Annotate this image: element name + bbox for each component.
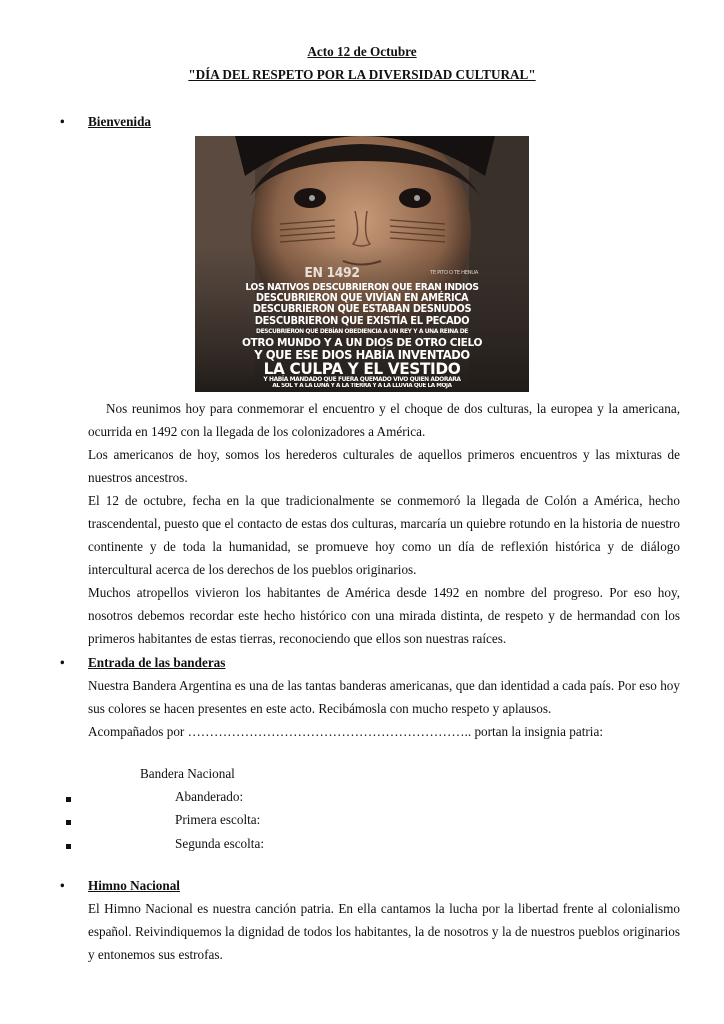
heading-label: Entrada de las banderas <box>88 655 226 670</box>
paragraph: Muchos atropellos vivieron los habitantes de América desde 1492 en nombre del progreso. Por eso hoy, nosotros debemos recordar este hecho histórico con una mirada distinta, de respeto y de hermandad con los primeros habitantes de estas tierras, reconociendo que ellos son nuestras raíces. <box>88 585 680 646</box>
poster-line-highlight: LA CULPA Y EL VESTIDO <box>263 359 461 378</box>
poster-line: Y QUE ESE DIOS HABÍA INVENTADO <box>254 348 470 362</box>
role-segunda-escolta: Segunda escolta: <box>175 836 264 851</box>
document-title: Acto 12 de Octubre <box>307 44 417 59</box>
poster-line: LOS NATIVOS DESCUBRIERON QUE ERAN INDIOS <box>245 282 479 293</box>
square-bullet-icon <box>66 797 71 802</box>
square-bullet-icon <box>66 820 71 825</box>
poster-line: DESCUBRIERON QUE VIVÍAN EN AMÉRICA <box>255 293 469 304</box>
paragraph: Los americanos de hoy, somos los herederos culturales de aquellos primeros encuentros y las mixturas de nuestros ancestros. <box>88 447 680 485</box>
section-heading-banderas <box>60 655 226 671</box>
acompanados-line: Acompañados por ……………………………………………………….. portan la insignia patria: <box>88 724 603 739</box>
paragraph: El Himno Nacional es nuestra canción patria. En ella cantamos la lucha por la libertad frente al colonialismo español. Reivindiquemos la dignidad de todos los habitantes, la de nosotros y la de nuestros pueblos originarios y entonemos sus estrofas. <box>88 901 680 962</box>
poster-line: AL SOL Y A LA LUNA Y A LA TIERRA Y A LA LLUVIA QUE LA MOJA <box>272 383 452 389</box>
role-primera-escolta: Primera escolta: <box>175 812 261 827</box>
flag-label: Bandera Nacional <box>140 766 235 781</box>
poster-line: DESCUBRIERON QUE ESTABAN DESNUDOS <box>252 304 472 315</box>
square-bullet-icon <box>66 844 71 849</box>
bullet-icon: • <box>60 655 65 670</box>
document-subtitle: "DÍA DEL RESPETO POR LA DIVERSIDAD CULTURAL" <box>188 67 536 82</box>
paragraph: Nuestra Bandera Argentina es una de las tantas banderas americanas, que dan identidad a cada país. Por eso hoy sus colores se hacen presentes en este acto. Recibámosla con mucho respeto y aplausos. <box>88 678 680 716</box>
paragraph: Nos reunimos hoy para conmemorar el encuentro y el choque de dos culturas, la europea y la americana, ocurrida en 1492 con la llegada de los colonizadores a América. <box>88 401 680 439</box>
poster-year: EN 1492 <box>304 266 360 281</box>
heading-label: Himno Nacional <box>88 878 180 893</box>
poster-line: Y HABÍA MANDADO QUE FUERA QUEMADO VIVO QUIEN ADORARA <box>263 376 461 383</box>
poster-credit: TE PITO O TE HENUA <box>430 270 478 276</box>
poster-line: DESCUBRIERON QUE EXISTÍA EL PECADO <box>254 315 470 327</box>
galeano-poster-image <box>195 136 529 392</box>
poster-line: OTRO MUNDO Y A UN DIOS DE OTRO CIELO <box>241 336 483 349</box>
bullet-icon: • <box>60 878 65 893</box>
bullet-icon: • <box>60 114 65 129</box>
heading-label: Bienvenida <box>88 114 152 129</box>
paragraph: El 12 de octubre, fecha en la que tradicionalmente se conmemoró la llegada de Colón a América, hecho trascendental, puesto que el contacto de estas dos culturas, marcaría un quiebre rotundo en la historia de nuestro continente y de toda la humanidad, se promueve hoy como un día de reflexión histórica y de diálogo intercultural acerca de los derechos de los pueblos originarios. <box>88 493 680 577</box>
poster-line: DESCUBRIERON QUE DEBÍAN OBEDIENCIA A UN REY Y A UNA REINA DE <box>256 328 468 335</box>
section-heading-himno <box>60 878 180 894</box>
section-heading-bienvenida <box>60 114 152 130</box>
role-abanderado: Abanderado: <box>175 789 244 804</box>
